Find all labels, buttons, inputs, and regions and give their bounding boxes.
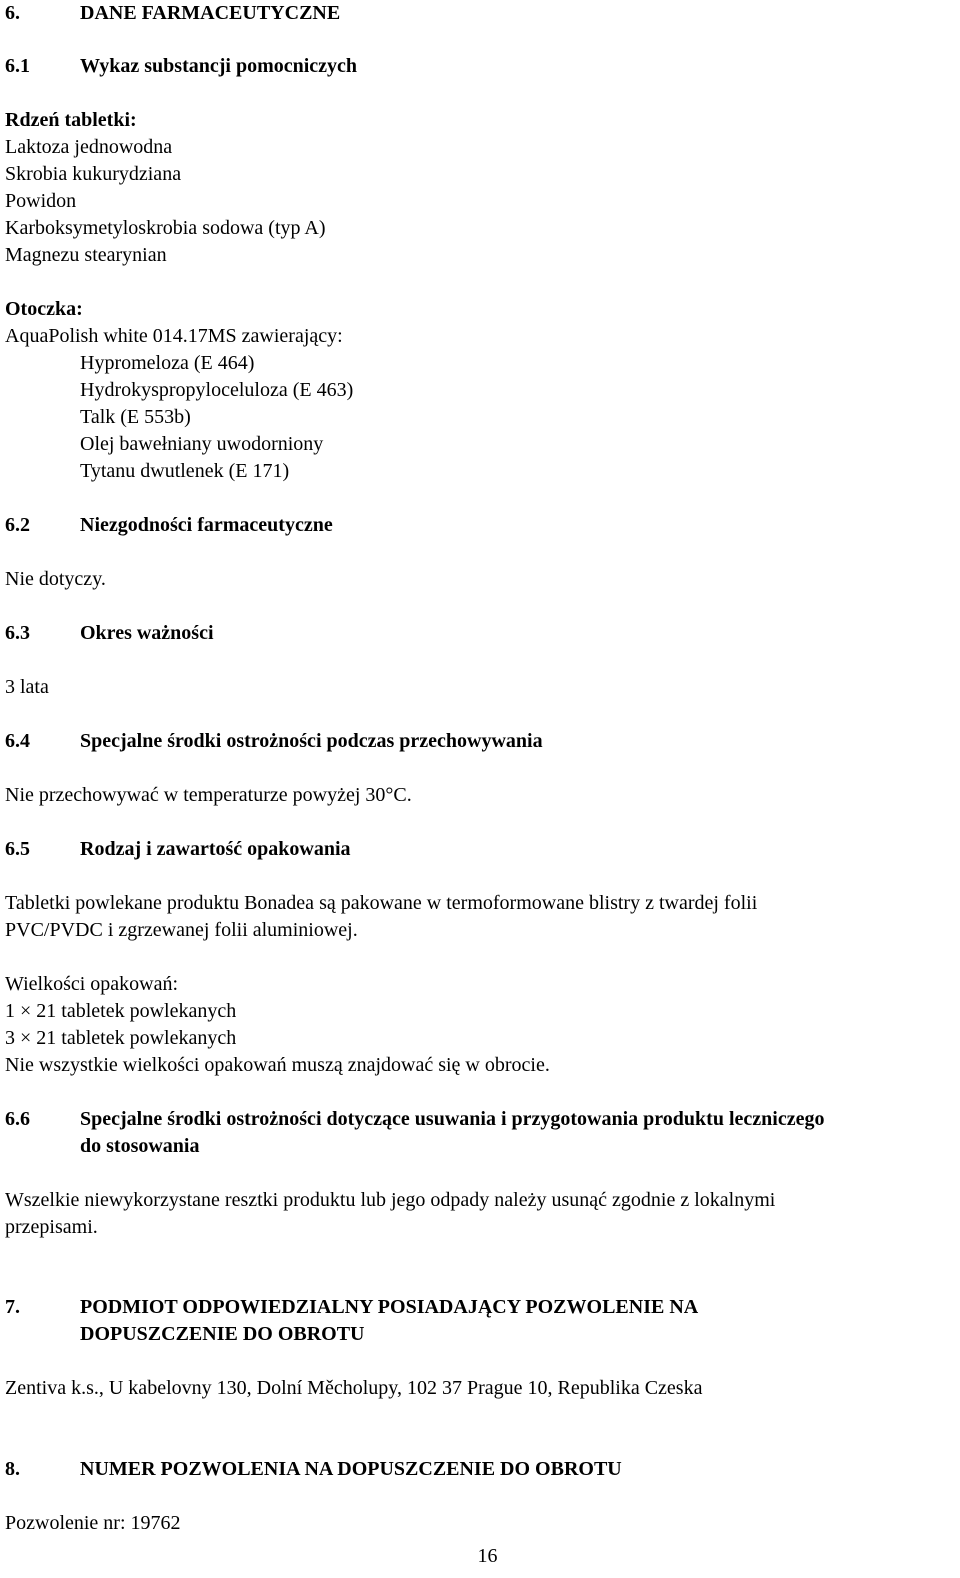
section-7-title: PODMIOT ODPOWIEDZIALNY POSIADAJĄCY POZWOLENIE NA — [80, 1296, 699, 1318]
core-heading: Rdzeń tabletki: — [5, 109, 137, 131]
section-6-6-title: Specjalne środki ostrożności dotyczące usuwania i przygotowania produktu leczniczego — [80, 1108, 825, 1130]
section-8-text: Pozwolenie nr: 19762 — [5, 1512, 181, 1534]
section-6-2-number: 6.2 — [5, 514, 30, 536]
section-6-3-number: 6.3 — [5, 622, 30, 644]
page-number: 16 — [477, 1545, 498, 1567]
section-6-4-text: Nie przechowywać w temperaturze powyżej 30°C. — [5, 784, 412, 806]
coating-item: Olej bawełniany uwodorniony — [80, 433, 324, 455]
pack-sizes-note: Nie wszystkie wielkości opakowań muszą znajdować się w obrocie. — [5, 1054, 550, 1076]
coating-item: Tytanu dwutlenek (E 171) — [80, 460, 290, 482]
core-item: Karboksymetyloskrobia sodowa (typ A) — [5, 217, 326, 239]
pack-size-item: 3 × 21 tabletek powlekanych — [5, 1027, 237, 1049]
pack-sizes-heading: Wielkości opakowań: — [5, 973, 179, 995]
section-6-6-title: do stosowania — [80, 1135, 200, 1157]
section-6-6-number: 6.6 — [5, 1108, 30, 1130]
section-6-6-text: przepisami. — [5, 1216, 98, 1238]
section-7-title: DOPUSZCZENIE DO OBROTU — [80, 1323, 365, 1345]
section-6-4-number: 6.4 — [5, 730, 30, 752]
core-item: Laktoza jednowodna — [5, 136, 173, 158]
section-7-number: 7. — [5, 1296, 20, 1318]
section-6-number: 6. — [5, 2, 20, 24]
section-6-title: DANE FARMACEUTYCZNE — [80, 2, 341, 24]
section-6-3-title: Okres ważności — [80, 622, 214, 644]
core-item: Skrobia kukurydziana — [5, 163, 182, 185]
section-6-1-title: Wykaz substancji pomocniczych — [80, 55, 358, 77]
core-item: Powidon — [5, 190, 77, 212]
pack-size-item: 1 × 21 tabletek powlekanych — [5, 1000, 237, 1022]
section-7-text: Zentiva k.s., U kabelovny 130, Dolní Měcholupy, 102 37 Prague 10, Republika Czeska — [5, 1377, 703, 1399]
core-item: Magnezu stearynian — [5, 244, 167, 266]
coating-item: Hydrokyspropyloceluloza (E 463) — [80, 379, 354, 401]
coating-intro: AquaPolish white 014.17MS zawierający: — [5, 325, 343, 347]
section-6-1-number: 6.1 — [5, 55, 30, 77]
section-6-5-paragraph: PVC/PVDC i zgrzewanej folii aluminiowej. — [5, 919, 358, 941]
coating-heading: Otoczka: — [5, 298, 83, 320]
section-6-5-number: 6.5 — [5, 838, 30, 860]
section-6-6-text: Wszelkie niewykorzystane resztki produktu lub jego odpady należy usunąć zgodnie z lokalnymi — [5, 1189, 776, 1211]
section-6-4-title: Specjalne środki ostrożności podczas przechowywania — [80, 730, 543, 752]
section-6-5-title: Rodzaj i zawartość opakowania — [80, 838, 351, 860]
section-6-2-title: Niezgodności farmaceutyczne — [80, 514, 333, 536]
section-8-title: NUMER POZWOLENIA NA DOPUSZCZENIE DO OBROTU — [80, 1458, 622, 1480]
section-8-number: 8. — [5, 1458, 20, 1480]
section-6-5-paragraph: Tabletki powlekane produktu Bonadea są pakowane w termoformowane blistry z twardej folii — [5, 892, 758, 914]
section-6-2-text: Nie dotyczy. — [5, 568, 106, 590]
coating-item: Hypromeloza (E 464) — [80, 352, 255, 374]
section-6-3-text: 3 lata — [5, 676, 49, 698]
coating-item: Talk (E 553b) — [80, 406, 191, 428]
